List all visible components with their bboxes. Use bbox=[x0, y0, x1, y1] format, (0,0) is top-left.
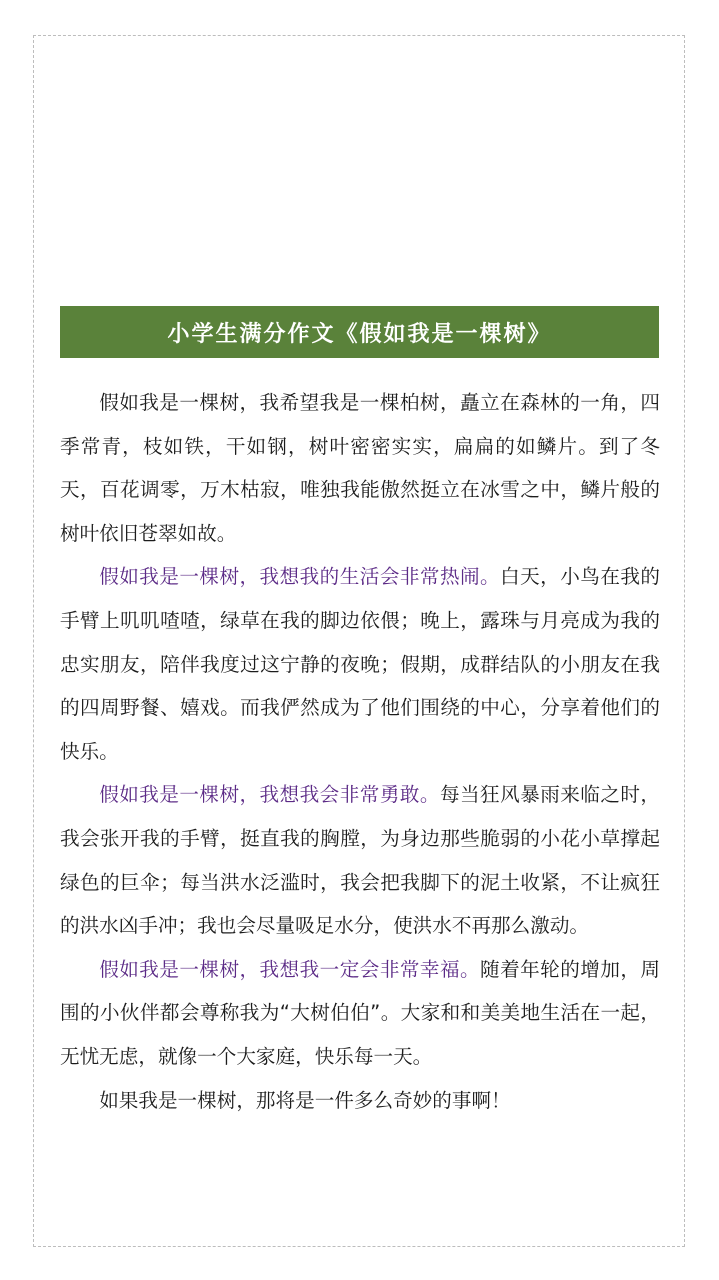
paragraph-text: 随着年轮的增加，周围的小伙伴都会尊称我为“大树伯伯”。大家和和美美地生活在一起，无忧无虑，就像一个大家庭，快乐每一天。 bbox=[60, 957, 661, 1068]
essay-body bbox=[60, 381, 660, 1122]
essay-title: 小学生满分作文《假如我是一棵树》 bbox=[167, 320, 552, 347]
paragraph-3 bbox=[60, 773, 660, 947]
paragraph-lead: 假如我是一棵树，我想我会非常勇敢。 bbox=[99, 783, 440, 807]
paragraph-lead: 假如我是一棵树，我想我的生活会非常热闹。 bbox=[99, 565, 501, 589]
paragraph-text: 白天，小鸟在我的手臂上叽叽喳喳，绿草在我的脚边依偎；晚上，露珠与月亮成为我的忠实朋友，陪伴我度过这宁静的夜晚；假期，成群结队的小朋友在我的四周野餐、嬉戏。而我俨然成为了他们围绕的中心，分享着他们的快乐。 bbox=[60, 565, 661, 763]
paragraph-text: 假如我是一棵树，我希望我是一棵柏树，矗立在森林的一角，四季常青，枝如铁，干如钢，树叶密密实实，扁扁的如鳞片。到了冬天，百花调零，万木枯寂，唯独我能傲然挺立在冰雪之中，鳞片般的树叶依旧苍翠如故。 bbox=[60, 391, 660, 545]
paragraph-2 bbox=[60, 555, 660, 773]
paragraph-5 bbox=[60, 1079, 660, 1123]
paragraph-1 bbox=[60, 381, 660, 555]
paragraph-text: 如果我是一棵树，那将是一件多么奇妙的事啊！ bbox=[99, 1088, 511, 1112]
paragraph-text: 每当狂风暴雨来临之时，我会张开我的手臂，挺直我的胸膛，为身边那些脆弱的小花小草撑起绿色的巨伞；每当洪水泛滥时，我会把我脚下的泥土收紧，不让疯狂的洪水凶手冲；我也会尽量吸足水分，使洪水不再那么激动。 bbox=[60, 783, 661, 938]
paragraph-4 bbox=[60, 948, 660, 1079]
title-banner bbox=[60, 306, 659, 358]
paragraph-lead: 假如我是一棵树，我想我一定会非常幸福。 bbox=[99, 957, 481, 981]
